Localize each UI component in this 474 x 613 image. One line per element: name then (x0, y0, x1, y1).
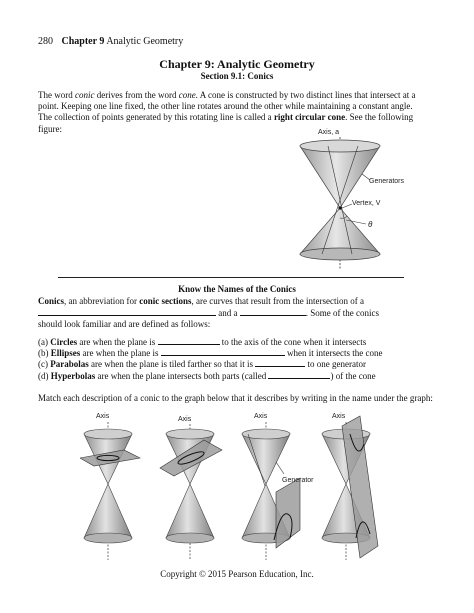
generators-label: Generators (369, 178, 405, 185)
vertex-point (338, 206, 341, 209)
intro-body: A cone is constructed by two distinct lines that intersect at a point. Keeping one line fixed, the other line rotates around the other while maintaining a constant angle. The collection of points generated by this rotating line is called a (38, 90, 416, 123)
definition-row: (c) Parabolas are when the plane is tiled farther so that it is to one generator (38, 359, 366, 370)
theta-label: θ (368, 220, 373, 229)
ellipse-section-graph (160, 416, 222, 560)
page-header (38, 36, 183, 47)
section-title: Section 9.1: Conics (200, 71, 274, 81)
parabola-section-graph (242, 413, 314, 560)
axis-label: Axis (332, 413, 346, 420)
circle-section-graph (80, 413, 140, 560)
hyperbola-section-graph (322, 413, 378, 560)
chapter-label: Chapter 9 (61, 36, 105, 47)
blank-1[interactable] (38, 307, 216, 316)
vertex-label: Vertex, V (352, 200, 381, 207)
blank-parabolas[interactable] (255, 358, 305, 367)
conics-paragraph: Conics, an abbreviation for conic sections, are curves that result from the intersection of a and a . Some of the conics should look familiar and are defined as follows: (38, 296, 379, 330)
axis-label: Axis (254, 413, 268, 420)
chapter-title: Chapter 9: Analytic Geometry (159, 57, 315, 71)
definition-row: (a) Circles are when the plane is to the axis of the cone when it intersects (38, 337, 367, 347)
axis-a-label: Axis, a (318, 129, 340, 136)
blank-hyperbolas[interactable] (268, 370, 330, 379)
axis-label: Axis (96, 413, 110, 420)
copyright-footer: Copyright © 2015 Pearson Education, Inc. (160, 569, 314, 579)
page-number: 280 (38, 36, 53, 47)
chapter-subject: Analytic Geometry (106, 36, 184, 47)
definition-row: (b) Ellipses are when the plane is when it intersects the cone (38, 348, 383, 359)
intro-paragraph: The word conic derives from the word cone. A cone is constructed by two distinct lines that intersect at a point. Keeping one line fixed, the other line rotates around the other while maintaining a constant angle. The collection of points generated by this rotating line is called a right circular cone. See the following figure: (38, 90, 416, 134)
generator-label: Generator (282, 477, 314, 484)
definition-row: (d) Hyperbolas are when the plane intersects both parts (called ) of the cone (38, 370, 376, 381)
cone-figure (280, 126, 420, 274)
blank-2[interactable] (240, 307, 306, 316)
conic-sections-figure (80, 410, 410, 562)
blank-circles[interactable] (158, 336, 220, 345)
section-divider (58, 277, 404, 278)
conic-definitions (38, 336, 458, 381)
names-heading: Know the Names of the Conics (178, 284, 296, 294)
blank-ellipses[interactable] (161, 347, 285, 356)
term-right-circular-cone: right circular cone (273, 112, 346, 123)
match-instructions: Match each description of a conic to the graph below that it describes by writing in the name under the graph: (38, 393, 433, 403)
axis-label: Axis (178, 416, 192, 423)
